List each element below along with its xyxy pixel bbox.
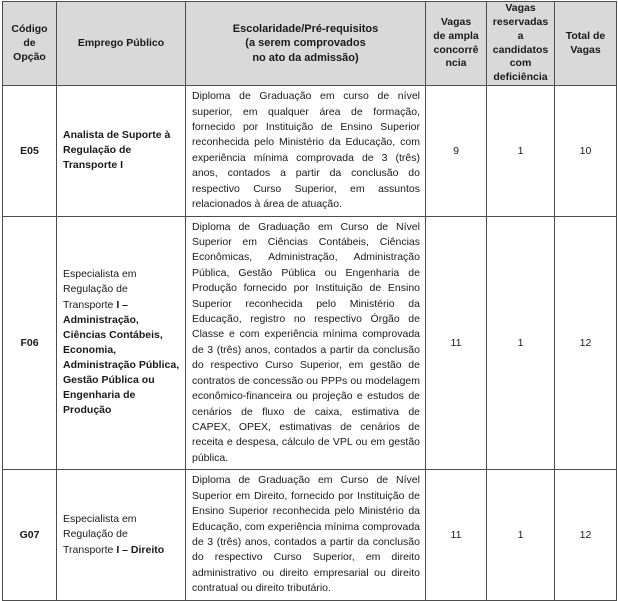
column-header-emprego-publico bbox=[57, 2, 186, 86]
cell-codigo-opcao: F06 bbox=[3, 216, 57, 470]
column-header-line: Total de bbox=[565, 29, 606, 42]
column-header-line: deficiência bbox=[493, 71, 548, 84]
column-header-total-vagas bbox=[555, 2, 617, 86]
cell-vagas-ampla-concorrencia: 11 bbox=[426, 470, 487, 600]
column-header-line: ncia bbox=[445, 57, 467, 70]
cell-codigo-opcao: G07 bbox=[3, 470, 57, 600]
column-header-line: (a serem comprovados bbox=[245, 37, 366, 50]
column-header-vagas-reservadas-deficiencia bbox=[487, 2, 555, 86]
cell-escolaridade-pre-requisitos: Diploma de Graduação em curso de nível superior, em qualquer área de formação, fornecido por Instituição de Ensino Superior reconhecida pelo Ministério da Educação, com experiência mínima comprovada de 3 (três) anos, contados a partir da conclusão do respectivo Curso Superior, em assuntos relacionados à área de atuação. bbox=[186, 86, 426, 216]
cell-emprego-publico bbox=[57, 216, 186, 470]
emprego-prefix: Especialista em Regulação de Transporte bbox=[63, 268, 137, 311]
emprego-specialty: I – Administração, Ciências Contábeis, Economia, Administração Pública, Gestão Pública ou Engenharia de Produção bbox=[63, 298, 180, 417]
cell-vagas-ampla-concorrencia: 9 bbox=[426, 86, 487, 216]
column-header-line: Código bbox=[11, 22, 48, 35]
emprego-specialty: I – Direito bbox=[116, 543, 165, 556]
cell-vagas-reservadas-deficiencia: 1 bbox=[487, 216, 555, 470]
column-header-codigo-opcao bbox=[3, 2, 57, 86]
emprego-specialty: Analista de Suporte à Regulação de Transporte I bbox=[63, 129, 171, 172]
cell-vagas-reservadas-deficiencia: 1 bbox=[487, 470, 555, 600]
column-header-line: de bbox=[23, 36, 36, 49]
column-header-line: Vagas bbox=[440, 15, 472, 28]
column-header-line: de ampla bbox=[433, 29, 479, 42]
column-header-vagas-ampla-concorrencia bbox=[426, 2, 487, 86]
column-header-line: Escolaridade/Pré-requisitos bbox=[232, 22, 379, 35]
column-header-line: Vagas bbox=[570, 43, 601, 56]
column-header-line: Vagas bbox=[505, 2, 536, 14]
column-header-line: com bbox=[509, 57, 532, 70]
header-row bbox=[3, 2, 617, 86]
cell-codigo-opcao: E05 bbox=[3, 86, 57, 216]
column-header-line: a bbox=[517, 29, 524, 42]
cell-total-vagas: 12 bbox=[555, 470, 617, 600]
cell-escolaridade-pre-requisitos: Diploma de Graduação em Curso de Nível Superior em Ciências Contábeis, Ciências Econômicas, Administração, Administração Pública, Gestão Pública ou Engenharia de Produção fornecido por Instituição de Ensino Superior reconhecida pelo Ministério da Educação, registro no respectivo Órgão de Classe e com experiência mínima comprovada de 3 (três) anos, contados a partir da conclusão do respectivo Curso Superior, em gestão de contratos de concessão ou PPPs ou modelagem econômico-financeira ou projeção e estudos de cenários de fluxo de caixa, estimativa de CAPEX, OPEX, estimativas de cenários de receita e despesa, cálculo de VPL ou em gestão pública. bbox=[186, 216, 426, 470]
column-header-line: Emprego Público bbox=[77, 36, 165, 49]
cell-escolaridade-pre-requisitos: Diploma de Graduação em Curso de Nível Superior em Direito, fornecido por Instituição de Ensino Superior reconhecida pelo Ministério da Educação, com experiência mínima comprovada de 3 (três) anos, contados a partir da conclusão do respectivo Curso Superior, em direito administrativo ou direito empresarial ou direito contratual ou direito tributário. bbox=[186, 470, 426, 600]
table-row bbox=[3, 86, 617, 216]
cell-vagas-ampla-concorrencia: 11 bbox=[426, 216, 487, 470]
cell-total-vagas: 10 bbox=[555, 86, 617, 216]
table-row bbox=[3, 216, 617, 470]
column-header-escolaridade bbox=[186, 2, 426, 86]
column-header-line: Opção bbox=[13, 50, 46, 63]
column-header-line: no ato da admissão) bbox=[252, 51, 359, 64]
cell-emprego-publico bbox=[57, 86, 186, 216]
cell-vagas-reservadas-deficiencia: 1 bbox=[487, 86, 555, 216]
emprego-prefix: Especialista em Regulação de Transporte bbox=[63, 513, 137, 556]
table-row bbox=[3, 470, 617, 600]
column-header-line: candidatos bbox=[492, 43, 549, 56]
column-header-line: concorrê bbox=[433, 43, 479, 56]
table-body bbox=[3, 86, 617, 601]
cell-emprego-publico bbox=[57, 470, 186, 600]
table-header bbox=[3, 2, 617, 86]
column-header-line: reservadas bbox=[492, 15, 549, 28]
cell-total-vagas: 12 bbox=[555, 216, 617, 470]
